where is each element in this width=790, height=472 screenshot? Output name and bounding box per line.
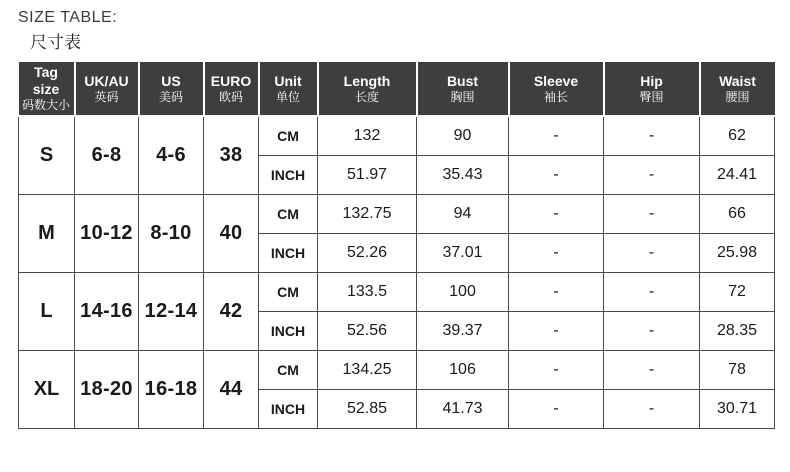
- euro-cell: 42: [204, 272, 259, 350]
- size-row-l-cm: [19, 272, 775, 311]
- waist-cell: 72: [700, 272, 775, 311]
- hip-cell: -: [604, 155, 700, 194]
- uk-au-cell: 18-20: [75, 350, 139, 428]
- length-cell: 132.75: [318, 194, 417, 233]
- bust-cell: 106: [417, 350, 509, 389]
- hip-cell: -: [604, 194, 700, 233]
- size-table: [18, 62, 775, 429]
- header-tag-size: [19, 62, 75, 116]
- hip-cell: -: [604, 389, 700, 428]
- header-hip-cn: 臀围: [639, 89, 664, 104]
- header-tag-size-en: Tag size: [32, 64, 60, 97]
- bust-cell: 35.43: [417, 155, 509, 194]
- page-title: SIZE TABLE:: [18, 9, 118, 26]
- header-euro-en: EURO: [210, 72, 252, 89]
- header-sleeve-cn: 袖长: [543, 89, 568, 104]
- sleeve-cell: -: [509, 272, 604, 311]
- euro-cell: 40: [204, 194, 259, 272]
- sleeve-cell: -: [509, 233, 604, 272]
- header-uk-au-cn: 英码: [94, 89, 119, 104]
- uk-au-cell: 14-16: [75, 272, 139, 350]
- bust-cell: 41.73: [417, 389, 509, 428]
- waist-cell: 24.41: [700, 155, 775, 194]
- hip-cell: -: [604, 350, 700, 389]
- header-sleeve-en: Sleeve: [533, 72, 579, 89]
- header-hip: [604, 62, 700, 116]
- us-cell: 8-10: [139, 194, 204, 272]
- header-waist-en: Waist: [719, 72, 756, 89]
- bust-cell: 37.01: [417, 233, 509, 272]
- unit-cell: INCH: [259, 233, 318, 272]
- unit-cell: INCH: [259, 311, 318, 350]
- waist-cell: 25.98: [700, 233, 775, 272]
- header-bust: [417, 62, 509, 116]
- unit-cell: CM: [259, 116, 318, 155]
- bust-cell: 100: [417, 272, 509, 311]
- header-us-cn: 美码: [158, 89, 183, 104]
- page-subtitle-cn: 尺寸表: [30, 33, 81, 52]
- sleeve-cell: -: [509, 155, 604, 194]
- length-cell: 133.5: [318, 272, 417, 311]
- tag-size-cell: XL: [19, 350, 75, 428]
- size-row-xl-cm: [19, 350, 775, 389]
- bust-cell: 94: [417, 194, 509, 233]
- euro-cell: 44: [204, 350, 259, 428]
- header-uk-au: [75, 62, 139, 116]
- unit-cell: INCH: [259, 389, 318, 428]
- header-us-en: US: [161, 72, 181, 89]
- us-cell: 12-14: [139, 272, 204, 350]
- header-unit: [259, 62, 318, 116]
- waist-cell: 30.71: [700, 389, 775, 428]
- waist-cell: 28.35: [700, 311, 775, 350]
- size-row-s-cm: [19, 116, 775, 155]
- unit-cell: CM: [259, 194, 318, 233]
- length-cell: 52.56: [318, 311, 417, 350]
- hip-cell: -: [604, 272, 700, 311]
- header-sleeve: [509, 62, 604, 116]
- unit-cell: CM: [259, 272, 318, 311]
- euro-cell: 38: [204, 116, 259, 194]
- length-cell: 132: [318, 116, 417, 155]
- uk-au-cell: 10-12: [75, 194, 139, 272]
- waist-cell: 66: [700, 194, 775, 233]
- us-cell: 4-6: [139, 116, 204, 194]
- length-cell: 134.25: [318, 350, 417, 389]
- bust-cell: 39.37: [417, 311, 509, 350]
- header-unit-en: Unit: [274, 72, 302, 89]
- tag-size-cell: L: [19, 272, 75, 350]
- header-tag-size-cn: 码数大小: [21, 98, 70, 112]
- size-row-m-cm: [19, 194, 775, 233]
- header-euro-cn: 欧码: [218, 89, 243, 104]
- bust-cell: 90: [417, 116, 509, 155]
- length-cell: 52.85: [318, 389, 417, 428]
- header-bust-cn: 胸围: [450, 89, 475, 104]
- tag-size-cell: S: [19, 116, 75, 194]
- header-hip-en: Hip: [640, 72, 663, 89]
- us-cell: 16-18: [139, 350, 204, 428]
- header-unit-cn: 单位: [275, 89, 300, 104]
- uk-au-cell: 6-8: [75, 116, 139, 194]
- unit-cell: INCH: [259, 155, 318, 194]
- sleeve-cell: -: [509, 350, 604, 389]
- length-cell: 51.97: [318, 155, 417, 194]
- header-waist: [700, 62, 775, 116]
- header-us: [139, 62, 204, 116]
- hip-cell: -: [604, 233, 700, 272]
- hip-cell: -: [604, 311, 700, 350]
- header-uk-au-en: UK/AU: [84, 72, 129, 89]
- waist-cell: 62: [700, 116, 775, 155]
- header-row: [19, 62, 775, 116]
- tag-size-cell: M: [19, 194, 75, 272]
- sleeve-cell: -: [509, 116, 604, 155]
- header-bust-en: Bust: [446, 72, 479, 89]
- header-waist-cn: 腰围: [725, 89, 750, 104]
- header-length-cn: 长度: [354, 89, 379, 104]
- unit-cell: CM: [259, 350, 318, 389]
- length-cell: 52.26: [318, 233, 417, 272]
- header-length-en: Length: [343, 72, 391, 89]
- sleeve-cell: -: [509, 389, 604, 428]
- header-euro: [204, 62, 259, 116]
- sleeve-cell: -: [509, 311, 604, 350]
- sleeve-cell: -: [509, 194, 604, 233]
- hip-cell: -: [604, 116, 700, 155]
- waist-cell: 78: [700, 350, 775, 389]
- header-length: [318, 62, 417, 116]
